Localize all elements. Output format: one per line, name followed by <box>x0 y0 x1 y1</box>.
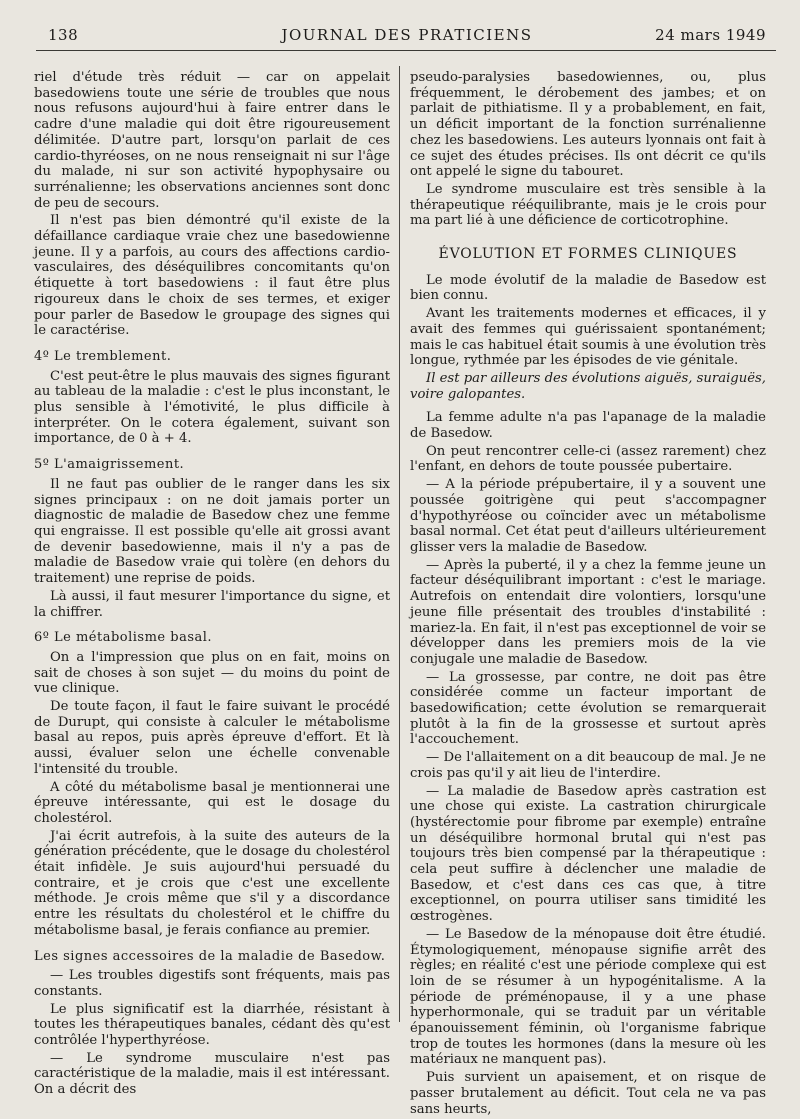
section-heading-signes-accessoires: Les signes accessoires de la maladie de Basedow. <box>34 948 386 964</box>
section-heading-metabolisme: 6º Le métabolisme basal. <box>34 630 213 646</box>
paragraph: De toute façon, il faut le faire suivant le procédé de Durupt, qui consiste à calculer le métabolisme basal au repos, puis après épreuve d'effort. Et là aussi, évaluer selon une échelle convenable l'intensité du trouble. <box>34 699 390 777</box>
paragraph: Le mode évolutif de la maladie de Basedow est bien connu. <box>410 272 766 304</box>
paragraph: pseudo-paralysies basedowiennes, ou, plus fréquemment, le dérobement des jambes; et on parlait de pithiatisme. Il y a probablement, en fait, un déficit important de la fonction surrénalienne chez les basedowiens. Les auteurs lyonnais ont fait à ce sujet des études précises. Ils ont décrit ce qu'ils ont appelé le signe du tabouret. <box>410 70 766 180</box>
paragraph: C'est peut-être le plus mauvais des signes figurant au tableau de la maladie : c'est le plus inconstant, le plus sensible à l'émotivité, le plus difficile à interpréter. On le cotera également, suivant son importance, de 0 à + 4. <box>34 368 390 447</box>
section-heading-tremblement: 4º Le tremblement. <box>34 348 172 364</box>
paragraph: On peut rencontrer celle-ci (assez rarement) chez l'enfant, en dehors de toute poussée pubertaire. <box>410 443 766 475</box>
right-column <box>410 70 766 1119</box>
paragraph: — Les troubles digestifs sont fréquents, mais pas constants. <box>34 968 390 999</box>
left-column <box>34 70 390 1100</box>
page-number: 138 <box>48 26 79 44</box>
paragraph: — Le Basedow de la ménopause doit être étudié. Étymologiquement, ménopause signifie arrêt des règles; en réalité c'est une période complexe qui est loin de se résumer à un hypogénitalisme. A la période de préménopause, il y a une phase hyperhormonale, qui se traduit par un véritable épanouissement féminin, où l'organisme fabrique trop de toutes les hormones (dans la mesure où les matériaux ne manquent pas). <box>410 926 766 1068</box>
paragraph: — Le syndrome musculaire n'est pas caractéristique de la maladie, mais il est intéressant. On a décrit des <box>34 1050 390 1098</box>
paragraph: On a l'impression que plus on en fait, moins on sait de choses à son sujet — du moins du point de vue clinique. <box>34 649 390 697</box>
paragraph: — La maladie de Basedow après castration est une chose qui existe. La castration chirurgicale (hystérectomie pour fibrome par exemple) entraîne un déséquilibre hormonal brutal qui n'est pas toujours très bien compensé par la thérapeutique : cela peut suffire à déclencher une maladie de Basedow, et c'est dans ces cas que, à titre exceptionnel, on pourra utiliser sans timidité les œstrogènes. <box>410 783 766 925</box>
paragraph: riel d'étude très réduit — car on appelait basedowiens toute une série de troubles que nous nous refusons aujourd'hui à faire entrer dans le cadre d'une maladie qui doit être rigoureusement délimitée. D'autre part, lorsqu'on parlait de ces cardio-thyréoses, on ne nous renseignait ni sur l'âge du malade, ni sur son activité hypophysaire ou surrénalienne; les observations anciennes sont donc de peu de secours. <box>34 70 390 211</box>
paragraph: Avant les traitements modernes et efficaces, il y avait des femmes qui guérissaient spontanément; mais le cas habituel était soumis à une évolution très longue, rythmée par les épisodes de vie génitale. <box>410 306 766 369</box>
paragraph: — A la période prépubertaire, il y a souvent une poussée goitrigène qui peut s'accompagner d'hypothyréose ou coïncider avec un métabolisme basal normal. Cet état peut d'ailleurs ultérieurement glisser vers la maladie de Basedow. <box>410 477 766 555</box>
issue-date: 24 mars 1949 <box>655 26 766 44</box>
paragraph: A côté du métabolisme basal je mentionnerai une épreuve intéressante, qui est le dosage du cholestérol. <box>34 779 390 826</box>
paragraph: — La grossesse, par contre, ne doit pas être considérée comme un facteur important de basedowification; cette évolution se remarquerait plutôt à la fin de la grossesse et surtout après l'accouchement. <box>410 669 766 748</box>
header-rule <box>36 50 776 51</box>
column-divider <box>399 66 400 1022</box>
paragraph: Là aussi, il faut mesurer l'importance du signe, et la chiffrer. <box>34 588 390 620</box>
paragraph: Il ne faut pas oublier de le ranger dans les six signes principaux : on ne doit jamais porter un diagnostic de maladie de Basedow chez une femme qui engraisse. Il est possible qu'elle ait grossi avant de devenir basedowienne, mais il n'y a pas de maladie de Basedow vraie qui tolère (en dehors du traitement) une reprise de poids. <box>34 476 390 587</box>
journal-title: JOURNAL DES PRATICIENS <box>281 26 533 44</box>
paragraph: Puis survient un apaisement, et on risque de passer brutalement au déficit. Tout cela ne va pas sans heurts, <box>410 1070 766 1117</box>
section-heading-amaigrissement: 5º L'amaigrissement. <box>34 457 185 473</box>
paragraph: Le plus significatif est la diarrhée, résistant à toutes les thérapeutiques banales, cédant dès qu'est contrôlée l'hyperthyréose. <box>34 1001 390 1049</box>
paragraph: — De l'allaitement on a dit beaucoup de mal. Je ne crois pas qu'il y ait lieu de l'interdire. <box>410 750 766 781</box>
paragraph: La femme adulte n'a pas l'apanage de la maladie de Basedow. <box>410 410 766 442</box>
page-header <box>48 26 766 48</box>
paragraph: Il n'est pas bien démontré qu'il existe de la défaillance cardiaque vraie chez une basedowienne jeune. Il y a parfois, au cours des affections cardio-vasculaires, des déséquilibres concomitants qu'on étiquette à tort basedowiens : il faut être plus rigoureux dans le choix de ses termes, et exiger pour parler de Basedow le groupage des signes qui le caractérise. <box>34 213 390 339</box>
paragraph: Le syndrome musculaire est très sensible à la thérapeutique rééquilibrante, mais je le crois pour ma part lié à une déficience de corticotrophine. <box>410 181 766 229</box>
section-heading-evolution: ÉVOLUTION ET FORMES CLINIQUES <box>438 246 738 263</box>
paragraph: — Après la puberté, il y a chez la femme jeune un facteur déséquilibrant important : c'est le mariage. Autrefois on entendait dire volontiers, lorsqu'une jeune fille présentait des troubles d'instabilité : mariez-la. En fait, il n'est pas exceptionnel de voir se développer dans les premiers mois de la vie conjugale une maladie de Basedow. <box>410 557 766 667</box>
paragraph: J'ai écrit autrefois, à la suite des auteurs de la génération précédente, que le dosage du cholestérol était infidèle. Je suis aujourd'hui persuadé du contraire, et je crois que c'est une excellente méthode. Je crois même que s'il y a discordance entre les résultats du cholestérol et le chiffre du métabolisme basal, je ferais confiance au premier. <box>34 828 390 938</box>
paragraph: Il est par ailleurs des évolutions aiguës, suraiguës, voire galopantes. <box>410 370 766 402</box>
